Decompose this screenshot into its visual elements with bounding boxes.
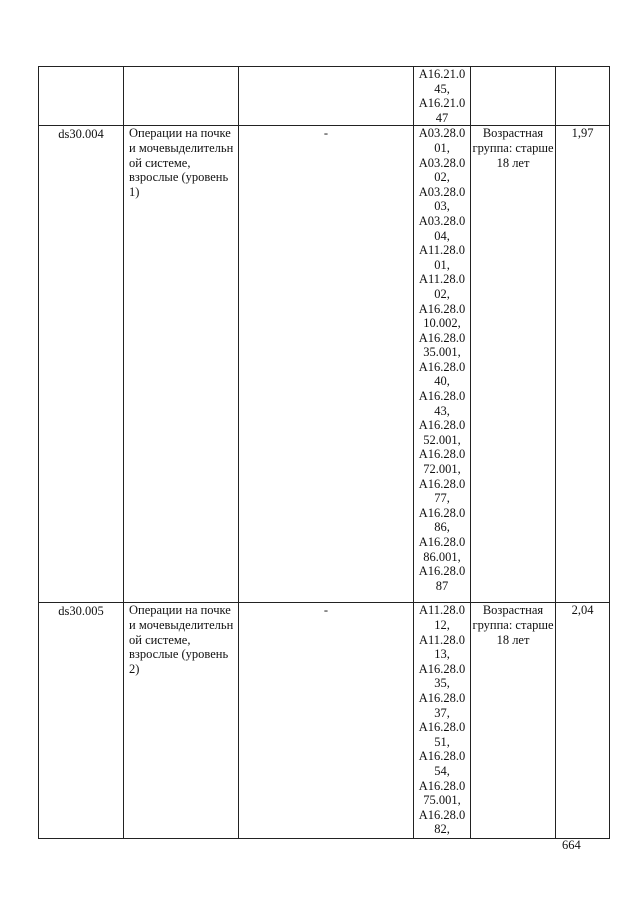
service-code: A16.28.0 87 [418, 564, 466, 593]
service-code: A03.28.0 03, [418, 184, 466, 214]
group-name: Операции на почке и мочевыделительн ой системе, взрослые (уровень 2) [124, 603, 239, 839]
service-code: A16.28.0 82, [418, 807, 466, 837]
service-code: A16.28.0 86, [418, 505, 466, 535]
criterion-cell: Возрастная группа: старше 18 лет [471, 603, 556, 839]
service-code: A11.28.0 01, [418, 243, 466, 272]
service-code: A16.28.0 86.001, [418, 535, 466, 564]
service-code: A03.28.0 02, [418, 155, 466, 185]
service-code: A16.28.0 51, [418, 720, 466, 749]
service-code: A16.28.0 77, [418, 476, 466, 506]
service-code: A16.28.0 52.001, [418, 418, 466, 447]
services-list [414, 126, 470, 593]
service-code: A03.28.0 04, [418, 213, 466, 243]
page-number: 664 [562, 838, 581, 852]
cell-coefficient [556, 67, 610, 126]
table-row [39, 603, 610, 839]
service-code: A16.21.0 47 [418, 96, 466, 125]
services-list [414, 67, 470, 125]
service-code: A16.21.0 45, [418, 67, 466, 96]
cell-code [39, 67, 124, 126]
table-row [39, 126, 610, 603]
cell-services [414, 126, 471, 603]
cell-criterion [471, 67, 556, 126]
service-code: A16.28.0 10.002, [418, 301, 466, 331]
criterion-cell: Возрастная группа: старше 18 лет [471, 126, 556, 603]
coefficient-cell: 2,04 [556, 603, 610, 839]
group-name: Операции на почке и мочевыделительн ой системе, взрослые (уровень 1) [124, 126, 239, 603]
service-code: A16.28.0 75.001, [418, 778, 466, 808]
service-code: A03.28.0 01, [418, 126, 466, 155]
services-list [414, 603, 470, 837]
group-code: ds30.005 [39, 603, 124, 839]
service-code: A16.28.0 54, [418, 749, 466, 778]
dash-cell: - [239, 126, 414, 603]
service-code: A16.28.0 37, [418, 690, 466, 720]
service-code: A16.28.0 35.001, [418, 330, 466, 360]
cell-services [414, 603, 471, 839]
coefficient-cell: 1,97 [556, 126, 610, 603]
service-code: A11.28.0 12, [418, 603, 466, 632]
table-row-continuation [39, 67, 610, 126]
cell-name [124, 67, 239, 126]
service-code: A16.28.0 35, [418, 661, 466, 691]
service-code: A11.28.0 02, [418, 272, 466, 301]
cell-services [414, 67, 471, 126]
dash-cell: - [239, 603, 414, 839]
service-code: A11.28.0 13, [418, 632, 466, 662]
group-code: ds30.004 [39, 126, 124, 603]
service-code: A16.28.0 72.001, [418, 447, 466, 477]
tariff-table [38, 66, 610, 839]
cell-dash [239, 67, 414, 126]
service-code: A16.28.0 43, [418, 389, 466, 418]
service-code: A16.28.0 40, [418, 359, 466, 389]
